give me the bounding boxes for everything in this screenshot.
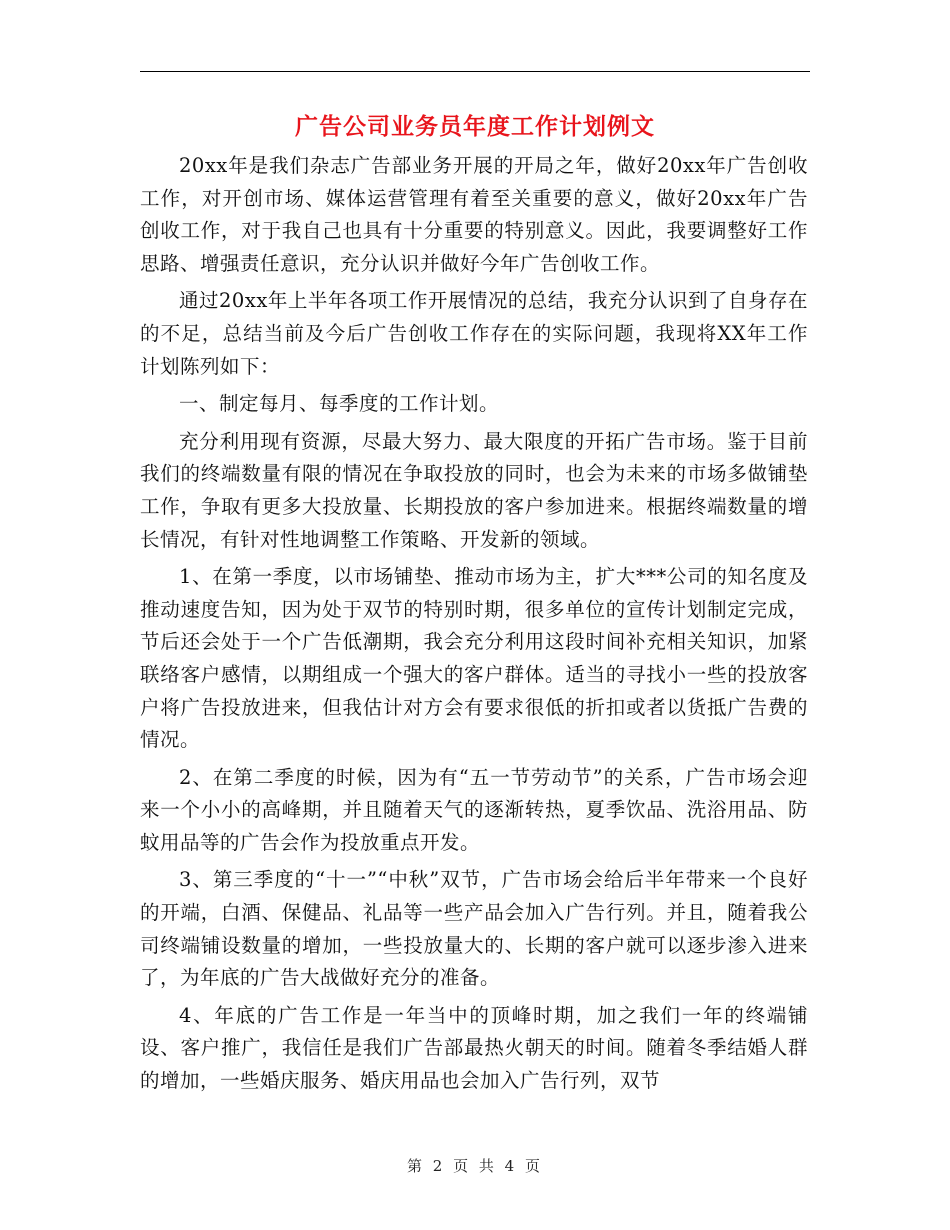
- paragraph: 20xx年是我们杂志广告部业务开展的开局之年，做好20xx年广告创收工作，对开创市场、媒体运营管理有着至关重要的意义，做好20xx年广告创收工作，对于我自己也具有十分重要的特别意义。因此，我要调整好工作思路、增强责任意识，充分认识并做好今年广告创收工作。: [140, 154, 808, 275]
- paragraph: 4、年底的广告工作是一年当中的顶峰时期，加之我们一年的终端铺设、客户推广，我信任是我们广告部最热火朝天的时间。随着冬季结婚人群的增加，一些婚庆服务、婚庆用品也会加入广告行列，双节: [140, 1003, 808, 1093]
- paragraph: 3、第三季度的“十一”“中秋”双节，广告市场会给后半年带来一个良好的开端，白酒、保健品、礼品等一些产品会加入广告行列。并且，随着我公司终端铺设数量的增加，一些投放量大的、长期的客户就可以逐步渗入进来了，为年底的广告大战做好充分的准备。: [140, 868, 808, 990]
- paragraph: 充分利用现有资源，尽最大努力、最大限度的开拓广告市场。鉴于目前我们的终端数量有限的情况在争取投放的同时，也会为未来的市场多做铺垫工作，争取有更多大投放量、长期投放的客户参加进来。根据终端数量的增长情况，有针对性地调整工作策略、开发新的领域。: [140, 429, 808, 551]
- paragraph: 通过20xx年上半年各项工作开展情况的总结，我充分认识到了自身存在的不足，总结当前及今后广告创收工作存在的实际问题，我现将XX年工作计划陈列如下：: [140, 289, 808, 378]
- document-body: [140, 150, 808, 1103]
- section-heading: 一、制定每月、每季度的工作计划。: [179, 392, 500, 416]
- page-number: 第 2 页 共 4 页: [407, 1157, 543, 1175]
- document-title: 广告公司业务员年度工作计划例文: [295, 114, 655, 140]
- paragraph: 1、在第一季度，以市场铺垫、推动市场为主，扩大***公司的知名度及推动速度告知，因为处于双节的特别时期，很多单位的宣传计划制定完成，节后还会处于一个广告低潮期，我会充分利用这段时间补充相关知识，加紧联络客户感情，以期组成一个强大的客户群体。适当的寻找小一些的投放客户将广告投放进来，但我估计对方会有要求很低的折扣或者以货抵广告费的情况。: [140, 565, 808, 752]
- header-rule: [140, 71, 810, 72]
- paragraph: 2、在第二季度的时候，因为有“五一节劳动节”的关系，广告市场会迎来一个小小的高峰期，并且随着天气的逐渐转热，夏季饮品、洗浴用品、防蚊用品等的广告会作为投放重点开发。: [140, 765, 808, 854]
